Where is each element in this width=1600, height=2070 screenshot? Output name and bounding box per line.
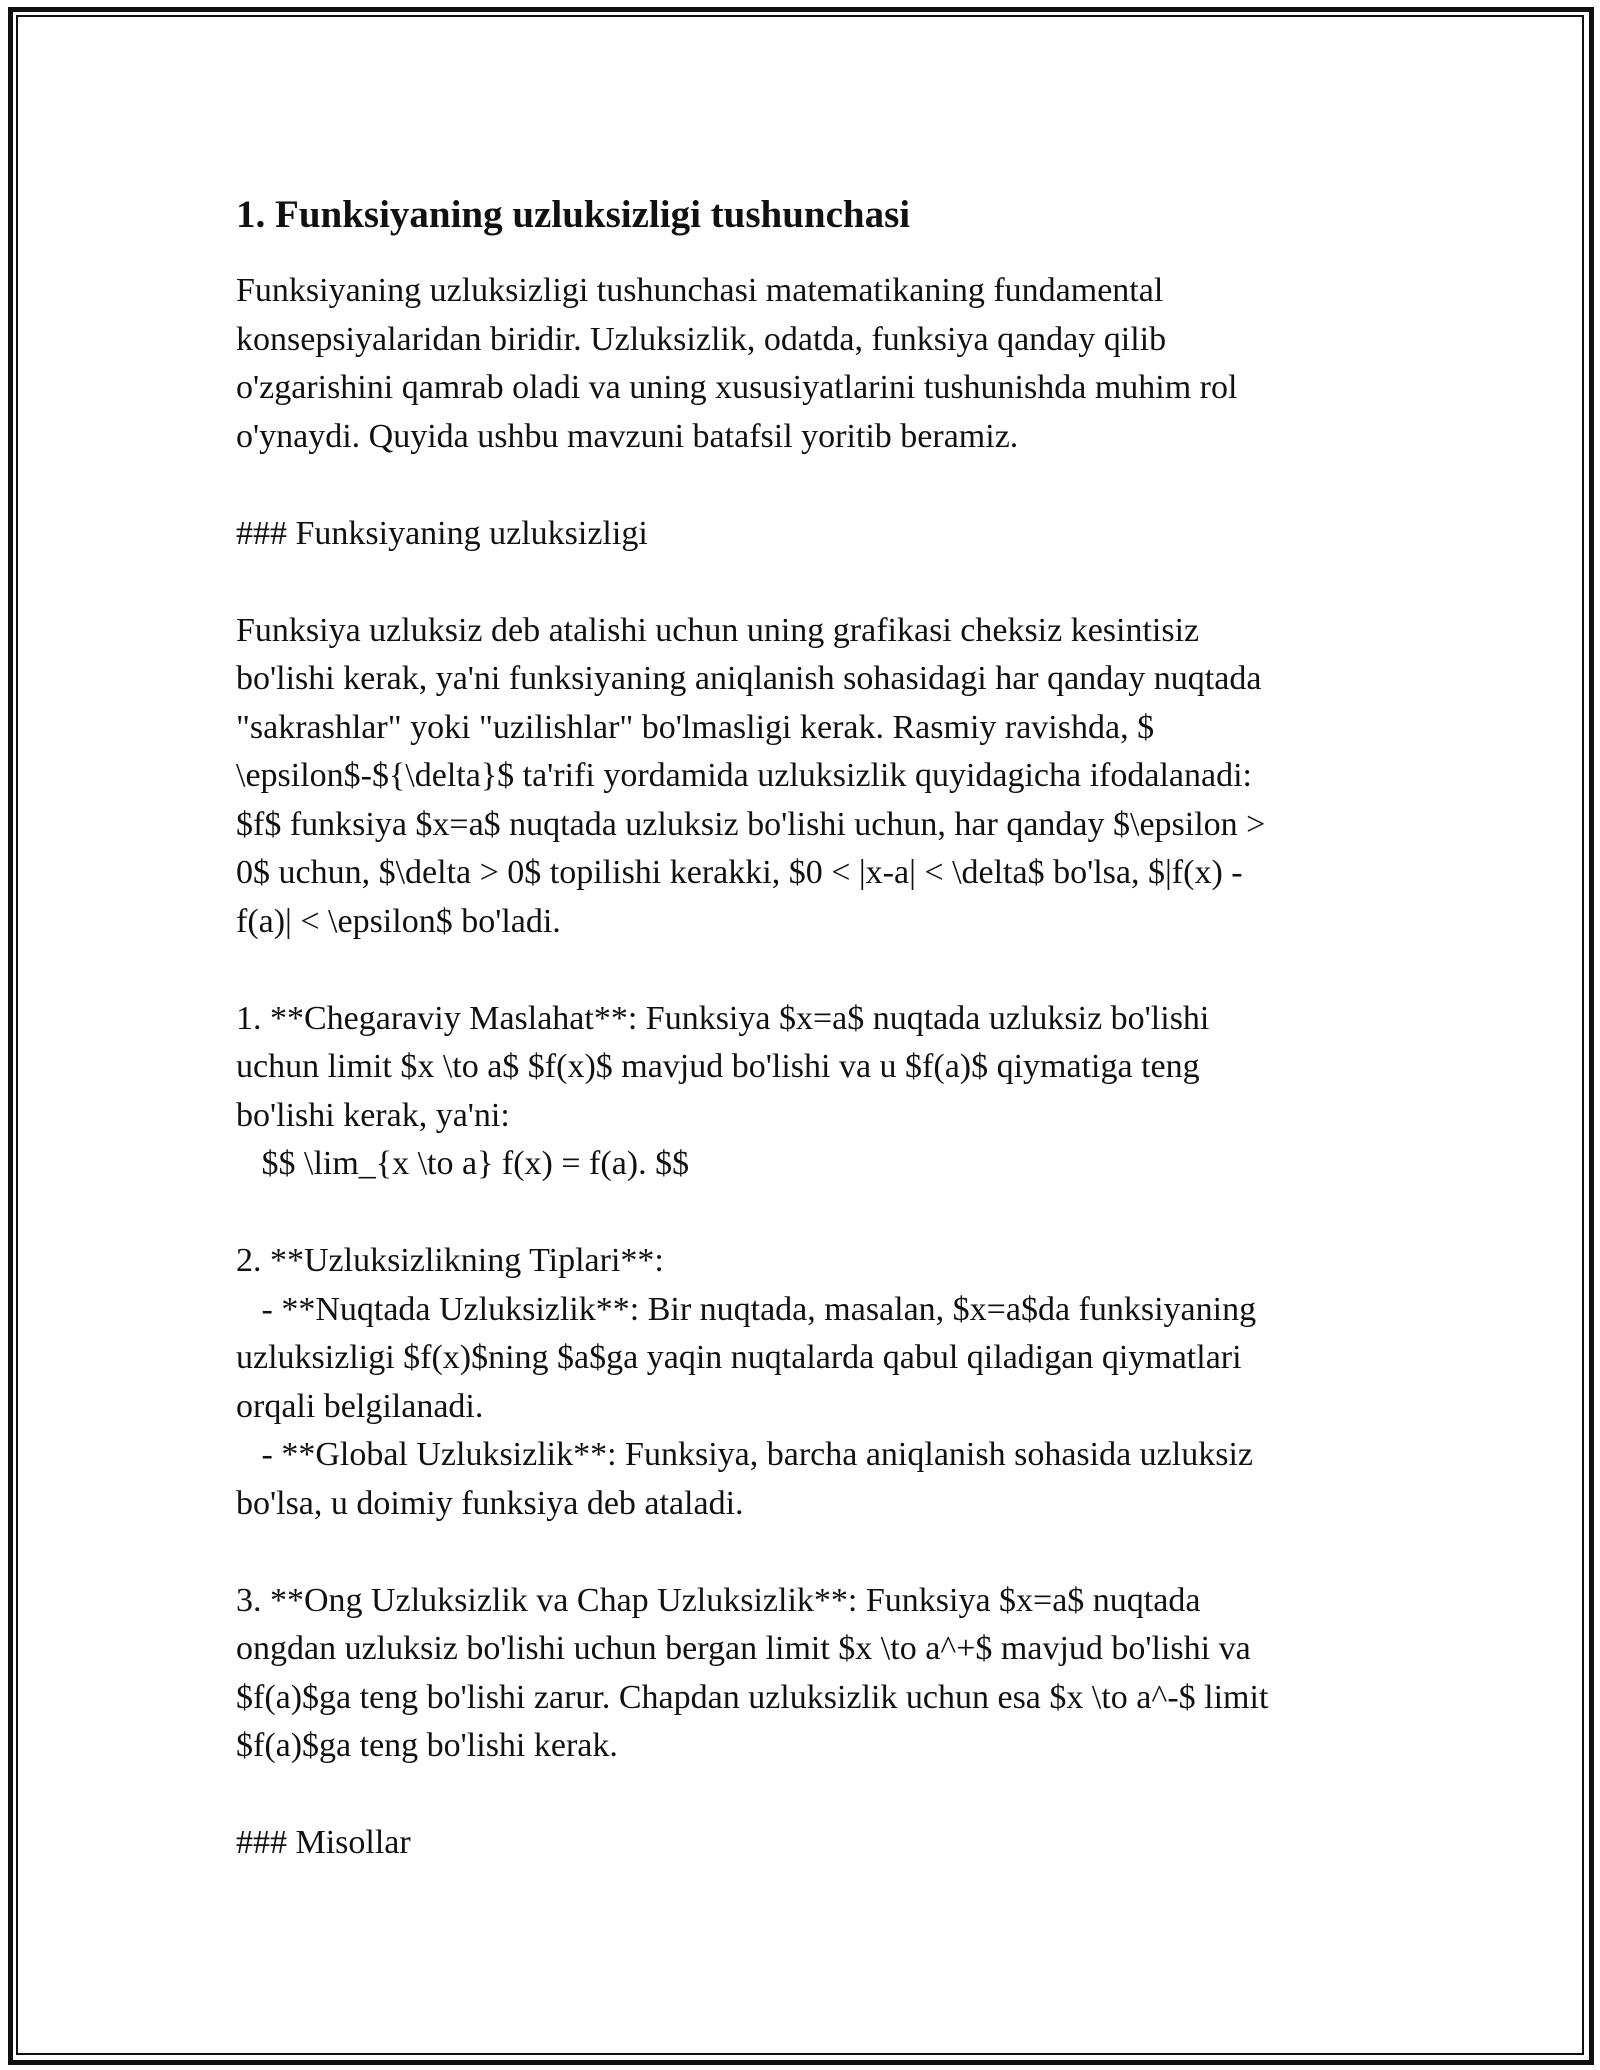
document-content: [236, 184, 1356, 1868]
document-body: Funksiyaning uzluksizligi tushunchasi matematikaning fundamental konsepsiyalaridan biridir. Uzluksizlik, odatda, funksiya qanday qilib o'zgarishini qamrab oladi va uning xususiyatlarini tushunishda muhim rol o'ynaydi. Quyida ushbu mavzuni batafsil yoritib beramiz. ### Funksiyaning uzluksizligi Funksiya uzluksiz deb atalishi uchun uning grafikasi cheksiz kesintisiz bo'lishi kerak, ya'ni funksiyaning aniqlanish sohasidagi har qanday nuqtada "sakrashlar" yoki "uzilishlar" bo'lmasligi kerak. Rasmiy ravishda, $ \epsilon$-${\delta}$ ta'rifi yordamida uzluksizlik quyidagicha ifodalanadi: $f$ funksiya $x=a$ nuqtada uzluksiz bo'lishi uchun, har qanday $\epsilon > 0$ uchun, $\delta > 0$ topilishi kerakki, $0 < |x-a| < \delta$ bo'lsa, $|f(x) - f(a)| < \epsilon$ bo'ladi. 1. **Chegaraviy Maslahat**: Funksiya $x=a$ nuqtada uzluksiz bo'lishi uchun limit $x \to a$ $f(x)$ mavjud bo'lishi va u $f(a)$ qiymatiga teng bo'lishi kerak, ya'ni: $$ \lim_{x \to a} f(x) = f(a). $$ 2. **Uzluksizlikning Tiplari**: - **Nuqtada Uzluksizlik**: Bir nuqtada, masalan, $x=a$da funksiyaning uzluksizligi $f(x)$ning $a$ga yaqin nuqtalarda qabul qiladigan qiymatlari orqali belgilanadi. - **Global Uzluksizlik**: Funksiya, barcha aniqlanish sohasida uzluksiz bo'lsa, u doimiy funksiya deb ataladi. 3. **Ong Uzluksizlik va Chap Uzluksizlik**: Funksiya $x=a$ nuqtada ongdan uzluksiz bo'lishi uchun bergan limit $x \to a^+$ mavjud bo'lishi va $f(a)$ga teng bo'lishi zarur. Chapdan uzluksizlik uchun esa $x \to a^-$ limit $f(a)$ga teng bo'lishi kerak. ### Misollar: [236, 272, 1269, 1861]
document-title: 1. Funksiyaning uzluksizligi tushunchasi: [236, 193, 911, 236]
